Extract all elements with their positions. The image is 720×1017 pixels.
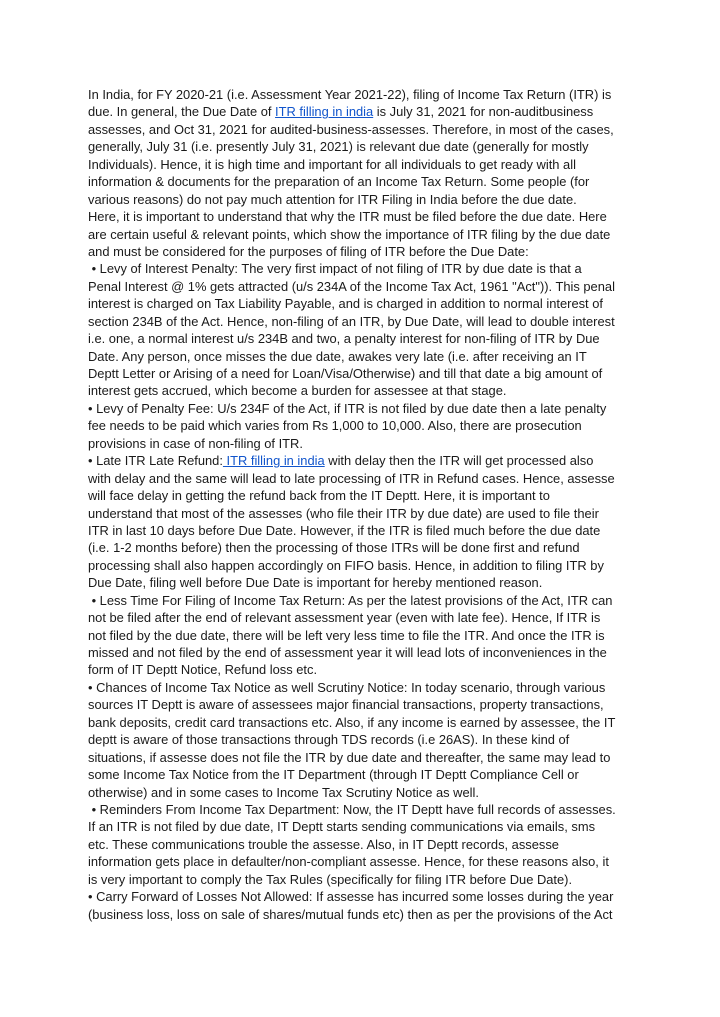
text-line bbox=[88, 644, 638, 661]
text-run: • Levy of Penalty Fee: U/s 234F of the Act, if ITR is not filed by due date then a late penalty bbox=[88, 400, 607, 416]
text-run: some Income Tax Notice from the IT Department (through IT Deptt Compliance Cell or bbox=[88, 767, 579, 783]
text-run: i.e. one, a normal interest u/s 234B and two, a penalty interest for non-filing of ITR by Due bbox=[88, 331, 600, 347]
text-line bbox=[88, 382, 638, 399]
text-line bbox=[88, 696, 638, 713]
text-run: • Carry Forward of Losses Not Allowed: If assesse has incurred some losses during the year bbox=[88, 889, 614, 905]
text-line bbox=[88, 522, 638, 539]
text-line bbox=[88, 661, 638, 678]
text-line bbox=[88, 906, 638, 923]
text-run: processing shall also happen accordingly on FIFO basis. Hence, in addition to filing ITR by bbox=[88, 557, 604, 573]
text-line bbox=[88, 784, 638, 801]
text-line bbox=[88, 749, 638, 766]
text-run: assesses, and Oct 31, 2021 for audited-business-assesses. Therefore, in most of the cases, bbox=[88, 121, 614, 137]
text-run: Date. Any person, once misses the due date, awakes very late (i.e. after receiving an IT bbox=[88, 348, 587, 364]
text-run: information & documents for the preparation of an Income Tax Return. Some people (for bbox=[88, 174, 590, 190]
text-run: interest is charged on Tax Liability Payable, and is charged in addition to normal interest of bbox=[88, 296, 603, 312]
text-line bbox=[88, 365, 638, 382]
text-run: missed and not filed by the end of assessment year it will lead lots of inconveniences in the bbox=[88, 645, 607, 660]
text-line bbox=[88, 435, 638, 452]
text-run: etc. These communications trouble the assesse. Also, in IT Deptt records, assesse bbox=[88, 836, 559, 852]
text-line bbox=[88, 609, 638, 626]
text-run: (i.e. 1-2 months before) then the processing of those ITRs will be done first and refund bbox=[88, 540, 580, 556]
text-run: otherwise) and in some cases to Income Tax Scrutiny Notice as well. bbox=[88, 784, 479, 800]
text-run: ITR in last 10 days before Due Date. However, if the ITR is filed much before the due date bbox=[88, 522, 601, 538]
text-run: not be filed after the end of relevant assessment year (even with late fee). Hence, If ITR is bbox=[88, 610, 601, 626]
text-run: sources IT Deptt is aware of assessees major financial transactions, property transactions, bbox=[88, 697, 604, 713]
text-run: interest gets accrued, which become a burden for assessee at that stage. bbox=[88, 383, 507, 399]
text-run: form of IT Deptt Notice, Refund loss etc. bbox=[88, 662, 318, 678]
itr-filing-link[interactable]: ITR filling in india bbox=[275, 104, 374, 120]
text-line bbox=[88, 138, 638, 155]
text-line bbox=[88, 871, 638, 888]
text-run: due. In general, the Due Date of bbox=[88, 104, 276, 120]
text-run: • Chances of Income Tax Notice as well Scrutiny Notice: In today scenario, through various bbox=[88, 679, 606, 695]
text-run: deptt is aware of those transactions through TDS records (i.e 26AS). In these kind of bbox=[88, 732, 570, 748]
text-line bbox=[88, 470, 638, 487]
text-run: (business loss, loss on sale of shares/mutual funds etc) then as per the provisions of the Act bbox=[88, 906, 613, 922]
text-run: Individuals). Hence, it is high time and important for all individuals to get ready with all bbox=[88, 156, 576, 172]
text-run: • Levy of Interest Penalty: The very first impact of not filing of ITR by due date is that a bbox=[88, 261, 582, 277]
text-line bbox=[88, 103, 638, 120]
text-run: Due Date, filing well before Due Date is important for hereby mentioned reason. bbox=[88, 575, 543, 591]
text-run: not filed by the due date, there will be left very less time to file the ITR. And once the ITR is bbox=[88, 627, 605, 643]
text-run: bank deposits, credit card transactions etc. Also, if any income is earned by assessee, the IT bbox=[88, 714, 616, 730]
text-line bbox=[88, 156, 638, 173]
text-line bbox=[88, 853, 638, 870]
text-run: generally, July 31 (i.e. presently July 31, 2021) is relevant due date (generally for mostly bbox=[88, 139, 589, 155]
text-line bbox=[88, 295, 638, 312]
text-line bbox=[88, 173, 638, 190]
text-line bbox=[88, 888, 638, 905]
text-line bbox=[88, 731, 638, 748]
text-run: Penal Interest @ 1% gets attracted (u/s 234A of the Income Tax Act, 1961 "Act")). This penal bbox=[88, 278, 615, 294]
text-line bbox=[88, 278, 638, 295]
text-run: fee needs to be paid which varies from Rs 1,000 to 10,000. Also, there are prosecution bbox=[88, 418, 582, 434]
text-line bbox=[88, 243, 638, 260]
text-run: with delay and the same will lead to late processing of ITR in Refund cases. Hence, assesse bbox=[88, 470, 615, 486]
text-line bbox=[88, 574, 638, 591]
text-line bbox=[88, 330, 638, 347]
text-run: In India, for FY 2020-21 (i.e. Assessment Year 2021-22), filing of Income Tax Return (ITR) is bbox=[88, 87, 612, 102]
itr-filing-link[interactable]: ITR filling in india bbox=[222, 453, 325, 469]
text-line bbox=[88, 766, 638, 783]
text-line bbox=[88, 679, 638, 696]
text-line bbox=[88, 86, 638, 103]
text-line bbox=[88, 452, 638, 469]
text-run: situations, if assesse does not file the ITR by due date and thereafter, the same may lead to bbox=[88, 749, 611, 765]
text-line bbox=[88, 836, 638, 853]
text-line bbox=[88, 505, 638, 522]
document-body bbox=[88, 86, 638, 923]
text-line bbox=[88, 539, 638, 556]
text-run: • Less Time For Filing of Income Tax Return: As per the latest provisions of the Act, ITR can bbox=[88, 592, 613, 608]
text-line bbox=[88, 191, 638, 208]
text-line bbox=[88, 592, 638, 609]
text-run: If an ITR is not filed by due date, IT Deptt starts sending communications via emails, sms bbox=[88, 819, 596, 835]
text-line bbox=[88, 557, 638, 574]
text-line bbox=[88, 260, 638, 277]
text-line bbox=[88, 226, 638, 243]
text-run: information gets place in defaulter/non-compliant assesse. Hence, for these reasons also, it bbox=[88, 854, 609, 870]
text-run: and must be considered for the purposes of filing of ITR before the Due Date: bbox=[88, 243, 529, 259]
text-run: is very important to comply the Tax Rules (specifically for filing ITR before Due Date). bbox=[88, 871, 573, 887]
text-line bbox=[88, 348, 638, 365]
text-line bbox=[88, 400, 638, 417]
text-run: provisions in case of non-filing of ITR. bbox=[88, 435, 303, 451]
text-line bbox=[88, 714, 638, 731]
text-line bbox=[88, 121, 638, 138]
text-run: Here, it is important to understand that why the ITR must be filed before the due date. Here bbox=[88, 209, 607, 225]
text-run: section 234B of the Act. Hence, non-filing of an ITR, by Due Date, will lead to double interest bbox=[88, 313, 615, 329]
text-line bbox=[88, 208, 638, 225]
text-run: Deptt Letter or Arising of a need for Loan/Visa/Otherwise) and till that date a big amount of bbox=[88, 366, 603, 381]
text-run: is July 31, 2021 for non-auditbusiness bbox=[373, 104, 594, 120]
text-line bbox=[88, 487, 638, 504]
text-run: • Reminders From Income Tax Department: Now, the IT Deptt have full records of assesses. bbox=[88, 801, 616, 817]
text-line bbox=[88, 313, 638, 330]
text-run: with delay then the ITR will get processed also bbox=[324, 453, 594, 469]
text-run: understand that most of the assesses (who file their ITR by due date) are used to file their bbox=[88, 505, 599, 521]
text-run: are certain useful & relevant points, which show the importance of ITR filing by the due date bbox=[88, 226, 611, 242]
text-run: • Late ITR Late Refund: bbox=[88, 453, 223, 469]
text-run: various reasons) do not pay much attention for ITR Filing in India before the due date. bbox=[88, 191, 577, 207]
text-line bbox=[88, 417, 638, 434]
text-line bbox=[88, 818, 638, 835]
text-run: will face delay in getting the refund back from the IT Deptt. Here, it is important to bbox=[88, 488, 550, 504]
text-line bbox=[88, 627, 638, 644]
text-line bbox=[88, 801, 638, 818]
